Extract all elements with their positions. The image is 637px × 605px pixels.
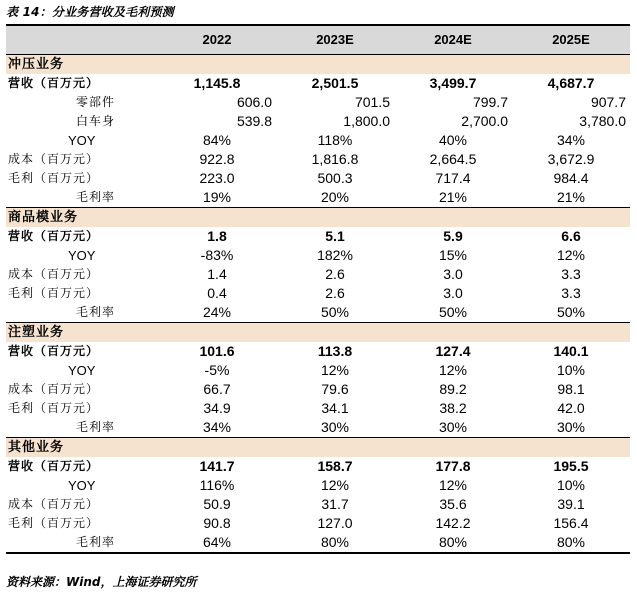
table-row xyxy=(6,112,630,131)
table-cell: 701.5 xyxy=(354,94,390,110)
table-row xyxy=(6,514,630,533)
table-cell: 116% xyxy=(199,477,235,493)
row-label: 成本（百万元） xyxy=(8,497,100,511)
table-cell: 12% xyxy=(320,477,350,493)
table-cell: 1.4 xyxy=(207,266,227,282)
table-cell: 30% xyxy=(320,419,350,435)
table-cell: 39.1 xyxy=(557,496,585,512)
table-cell: 127.4 xyxy=(435,343,471,359)
table-cell: 50.9 xyxy=(203,496,231,512)
table-cell: 10% xyxy=(556,477,586,493)
table-row xyxy=(6,150,630,169)
table-row xyxy=(6,93,630,112)
table-cell: 2.6 xyxy=(325,266,345,282)
row-label: 营收（百万元） xyxy=(8,76,100,90)
table-cell: 177.8 xyxy=(435,458,471,474)
row-label: 成本（百万元） xyxy=(8,267,100,281)
table-row xyxy=(6,476,630,495)
table-cell: 223.0 xyxy=(199,170,235,186)
table-cell: 5.9 xyxy=(443,228,463,244)
table-cell: 40% xyxy=(438,132,468,148)
row-label: 成本（百万元） xyxy=(8,152,100,166)
table-cell: 2.6 xyxy=(325,285,345,301)
table-cell: 3.3 xyxy=(561,266,581,282)
table-cell: 66.7 xyxy=(203,381,231,397)
section-header-row xyxy=(6,323,630,343)
row-label: YOY xyxy=(68,478,96,493)
table-row xyxy=(6,246,630,265)
table-cell: 2,700.0 xyxy=(461,113,508,129)
table-cell: 80% xyxy=(394,533,512,553)
table-row xyxy=(6,361,630,380)
table-cell: 50% xyxy=(320,304,350,320)
table-row xyxy=(6,131,630,150)
row-label: 成本（百万元） xyxy=(8,382,100,396)
table-cell: 34.1 xyxy=(321,400,349,416)
table-cell: 101.6 xyxy=(199,343,235,359)
row-label: 毛利（百万元） xyxy=(8,171,100,185)
table-row xyxy=(6,303,630,323)
table-cell: 182% xyxy=(317,247,353,263)
header-year-2024e: 2024E xyxy=(394,25,512,55)
table-row xyxy=(6,533,630,553)
table-cell: 31.7 xyxy=(321,496,349,512)
table-cell: 34.9 xyxy=(203,400,231,416)
row-label: 毛利率 xyxy=(76,190,116,204)
table-cell: 80% xyxy=(512,533,630,553)
table-cell: 922.8 xyxy=(199,151,235,167)
row-label: 营收（百万元） xyxy=(8,229,100,243)
table-cell: 79.6 xyxy=(321,381,349,397)
row-label: YOY xyxy=(68,248,96,263)
section-title: 冲压业务 xyxy=(6,55,630,75)
table-cell: 35.6 xyxy=(439,496,467,512)
table-cell: 140.1 xyxy=(553,343,589,359)
row-label: 毛利率 xyxy=(76,420,116,434)
table-cell: 34% xyxy=(556,132,586,148)
section-title: 注塑业务 xyxy=(6,323,630,343)
table-cell: 1,816.8 xyxy=(311,151,359,167)
header-blank xyxy=(6,25,158,55)
section-header-row xyxy=(6,208,630,228)
table-cell: 30% xyxy=(438,419,468,435)
table-cell: 4,687.7 xyxy=(547,75,595,91)
table-cell: 500.3 xyxy=(317,170,353,186)
table-cell: 3,672.9 xyxy=(547,151,595,167)
table-cell: 90.8 xyxy=(203,515,231,531)
table-cell: 3.0 xyxy=(443,285,463,301)
header-row xyxy=(6,25,630,55)
section-title: 商品模业务 xyxy=(6,208,630,228)
section-header-row xyxy=(6,438,630,458)
table-row xyxy=(6,265,630,284)
header-year-2022: 2022 xyxy=(158,25,276,55)
table-cell: 141.7 xyxy=(199,458,235,474)
table-cell: 539.8 xyxy=(236,113,272,129)
table-row xyxy=(6,74,630,93)
table-cell: 98.1 xyxy=(557,381,585,397)
row-label: 毛利率 xyxy=(6,533,158,553)
table-title: 表 14：分业务营收及毛利预测 xyxy=(6,5,174,19)
table-cell: 89.2 xyxy=(439,381,467,397)
row-label: 白车身 xyxy=(76,114,116,128)
table-row xyxy=(6,284,630,303)
row-label: YOY xyxy=(68,363,96,378)
table-cell: 907.7 xyxy=(590,94,626,110)
header-year-2023e: 2023E xyxy=(276,25,394,55)
table-cell: 15% xyxy=(438,247,468,263)
table-row xyxy=(6,399,630,418)
row-label: 毛利（百万元） xyxy=(8,401,100,415)
table-cell: 2,664.5 xyxy=(429,151,477,167)
table-cell: 10% xyxy=(556,362,586,378)
table-cell: 12% xyxy=(556,247,586,263)
table-cell: 64% xyxy=(158,533,276,553)
row-label: 毛利（百万元） xyxy=(8,286,100,300)
table-cell: 21% xyxy=(556,189,586,205)
table-cell: 50% xyxy=(556,304,586,320)
table-cell: 24% xyxy=(202,304,232,320)
table-cell: 195.5 xyxy=(553,458,589,474)
row-label: 零部件 xyxy=(76,95,116,109)
table-cell: -5% xyxy=(204,362,230,378)
row-label: YOY xyxy=(68,133,96,148)
table-cell: 127.0 xyxy=(317,515,353,531)
table-cell: 20% xyxy=(320,189,350,205)
table-cell: 21% xyxy=(438,189,468,205)
table-cell: 2,501.5 xyxy=(311,75,359,91)
table-cell: 50% xyxy=(438,304,468,320)
table-cell: 1,145.8 xyxy=(193,75,241,91)
table-cell: 3.0 xyxy=(443,266,463,282)
row-label: 营收（百万元） xyxy=(8,459,100,473)
table-cell: 1,800.0 xyxy=(343,113,390,129)
table-cell: 42.0 xyxy=(557,400,585,416)
table-cell: 30% xyxy=(556,419,586,435)
section-title: 其他业务 xyxy=(6,438,630,458)
forecast-table xyxy=(6,24,630,554)
table-cell: 5.1 xyxy=(325,228,345,244)
table-cell: -83% xyxy=(200,247,234,263)
table-cell: 3,780.0 xyxy=(579,113,626,129)
table-row xyxy=(6,342,630,361)
table-row xyxy=(6,457,630,476)
table-header xyxy=(6,25,630,55)
table-cell: 717.4 xyxy=(435,170,471,186)
table-row xyxy=(6,380,630,399)
table-cell: 12% xyxy=(438,362,468,378)
table-cell: 118% xyxy=(317,132,353,148)
table-cell: 34% xyxy=(202,419,232,435)
table-cell: 12% xyxy=(320,362,350,378)
table-cell: 3.3 xyxy=(561,285,581,301)
table-cell: 156.4 xyxy=(553,515,589,531)
table-cell: 1.8 xyxy=(207,228,227,244)
table-cell: 3,499.7 xyxy=(429,75,477,91)
source-note: 资料来源：Wind，上海证券研究所 xyxy=(6,575,197,589)
table-cell: 0.4 xyxy=(207,285,227,301)
table-body xyxy=(6,55,630,554)
row-label: 营收（百万元） xyxy=(8,344,100,358)
table-row xyxy=(6,227,630,246)
row-label: 毛利率 xyxy=(76,305,116,319)
table-cell: 984.4 xyxy=(553,170,589,186)
table-cell: 142.2 xyxy=(435,515,471,531)
table-row xyxy=(6,418,630,438)
table-cell: 158.7 xyxy=(317,458,353,474)
table-cell: 19% xyxy=(202,189,232,205)
table-row xyxy=(6,188,630,208)
table-cell: 113.8 xyxy=(317,343,353,359)
header-year-2025e: 2025E xyxy=(512,25,630,55)
table-row xyxy=(6,495,630,514)
section-header-row xyxy=(6,55,630,75)
table-cell: 80% xyxy=(276,533,394,553)
table-cell: 12% xyxy=(438,477,468,493)
row-label: 毛利（百万元） xyxy=(8,516,100,530)
table-cell: 799.7 xyxy=(472,94,508,110)
table-cell: 38.2 xyxy=(439,400,467,416)
table-cell: 84% xyxy=(202,132,232,148)
table-row xyxy=(6,169,630,188)
table-cell: 606.0 xyxy=(236,94,272,110)
table-cell: 6.6 xyxy=(561,228,581,244)
